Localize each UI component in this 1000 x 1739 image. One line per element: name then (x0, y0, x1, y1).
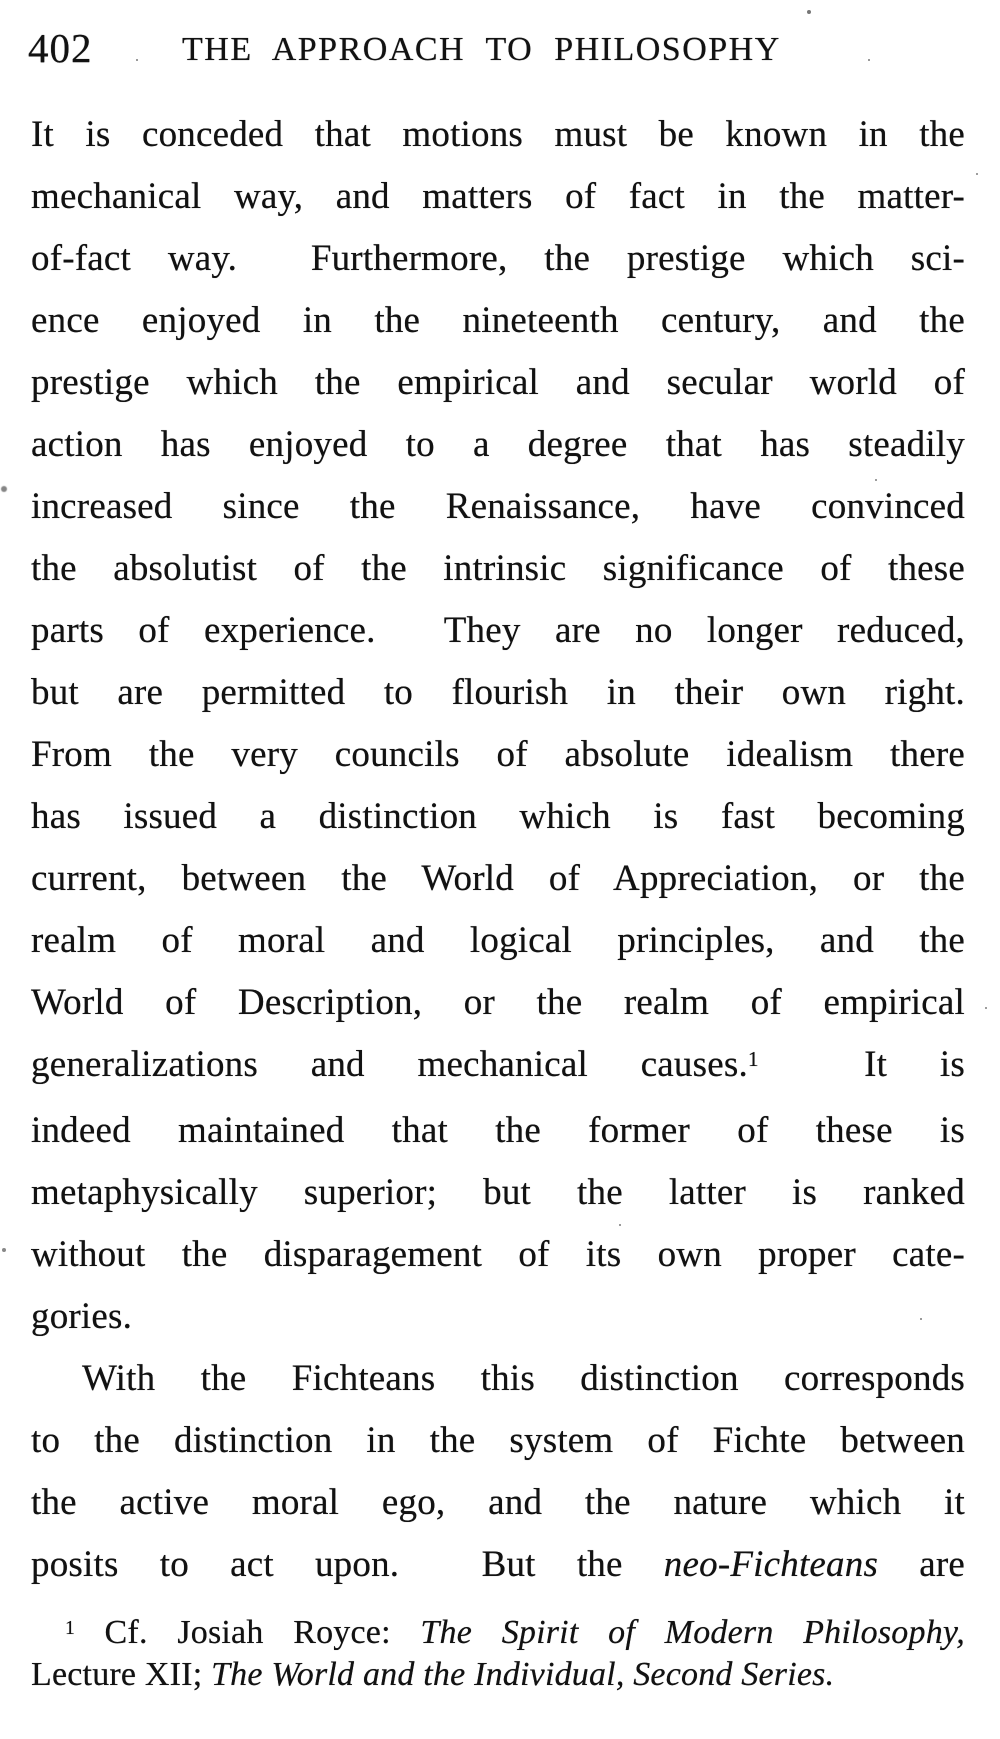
text-line (31, 848, 965, 910)
text-line (31, 538, 965, 600)
text-segment: to the distinction in the system of Fichte between (31, 1420, 965, 1461)
text-segment: parts of experience. They are no longer reduced, (31, 610, 965, 651)
text-line (31, 1534, 965, 1596)
text-segment: realm of moral and logical principles, and the (31, 920, 965, 961)
paragraph (31, 104, 965, 1348)
text-segment: ence enjoyed in the nineteenth century, and the (31, 300, 965, 341)
footnote (31, 1614, 965, 1694)
text-segment: current, between the World of Appreciation, or the (31, 858, 965, 899)
page-number: 402 (28, 25, 93, 71)
text-segment: posits to act upon. But the (31, 1544, 664, 1585)
text-line (31, 1286, 965, 1348)
scan-noise (807, 10, 811, 14)
text-segment: action has enjoyed to a degree that has steadily (31, 424, 965, 465)
text-segment: are (878, 1544, 965, 1585)
text-line (31, 1410, 965, 1472)
text-line (31, 228, 965, 290)
text-segment: It is (758, 1044, 965, 1085)
text-line (31, 786, 965, 848)
text-segment: With the Fichteans this distinction corresponds (82, 1358, 965, 1399)
text-segment: the absolutist of the intrinsic significance of these (31, 548, 965, 589)
text-line (31, 290, 965, 352)
text-line (31, 724, 965, 786)
text-segment: of-fact way. Furthermore, the prestige which sci- (31, 238, 965, 279)
text-segment: prestige which the empirical and secular world of (31, 362, 965, 403)
text-segment: World of Description, or the realm of empirical (31, 982, 965, 1023)
text-line (31, 1034, 965, 1100)
body-text (31, 104, 965, 1596)
footnote-marker: 1 (65, 1616, 75, 1639)
text-line (31, 972, 965, 1034)
text-line (31, 1162, 965, 1224)
text-segment: Cf. Josiah Royce: (74, 1614, 421, 1651)
footnote-marker: 1 (747, 1046, 759, 1071)
text-line (31, 166, 965, 228)
text-line (31, 910, 965, 972)
text-line (31, 662, 965, 724)
text-line (31, 476, 965, 538)
text-segment: has issued a distinction which is fast becoming (31, 796, 965, 837)
text-segment: mechanical way, and matters of fact in the matter- (31, 176, 965, 217)
text-line (31, 1348, 965, 1410)
text-line (31, 1614, 965, 1656)
text-segment: generalizations and mechanical causes. (31, 1044, 748, 1085)
text-segment: It is conceded that motions must be known in the (31, 114, 965, 155)
text-segment: without the disparagement of its own proper cate- (31, 1234, 965, 1275)
text-segment: The Spirit of Modern Philosophy, (420, 1614, 966, 1651)
running-title: THE APPROACH TO PHILOSOPHY (182, 31, 781, 68)
text-segment: increased since the Renaissance, have convinced (31, 486, 965, 527)
text-line (31, 1656, 965, 1694)
text-segment: Lecture XII; (31, 1656, 212, 1693)
text-line (31, 104, 965, 166)
text-line (31, 352, 965, 414)
text-segment: From the very councils of absolute idealism there (31, 734, 965, 775)
text-line (31, 1224, 965, 1286)
text-segment: the active moral ego, and the nature which it (31, 1482, 965, 1523)
text-line (31, 414, 965, 476)
text-line (31, 1100, 965, 1162)
text-segment: The World and the Individual, Second Series. (211, 1656, 835, 1693)
text-line (31, 1472, 965, 1534)
text-segment: indeed maintained that the former of these is (31, 1110, 965, 1151)
text-segment: gories. (31, 1296, 133, 1337)
paragraph (31, 1348, 965, 1596)
text-segment: neo-Fichteans (663, 1544, 879, 1585)
text-segment: but are permitted to flourish in their own right. (31, 672, 965, 713)
text-segment: metaphysically superior; but the latter is ranked (31, 1172, 965, 1213)
text-line (31, 600, 965, 662)
